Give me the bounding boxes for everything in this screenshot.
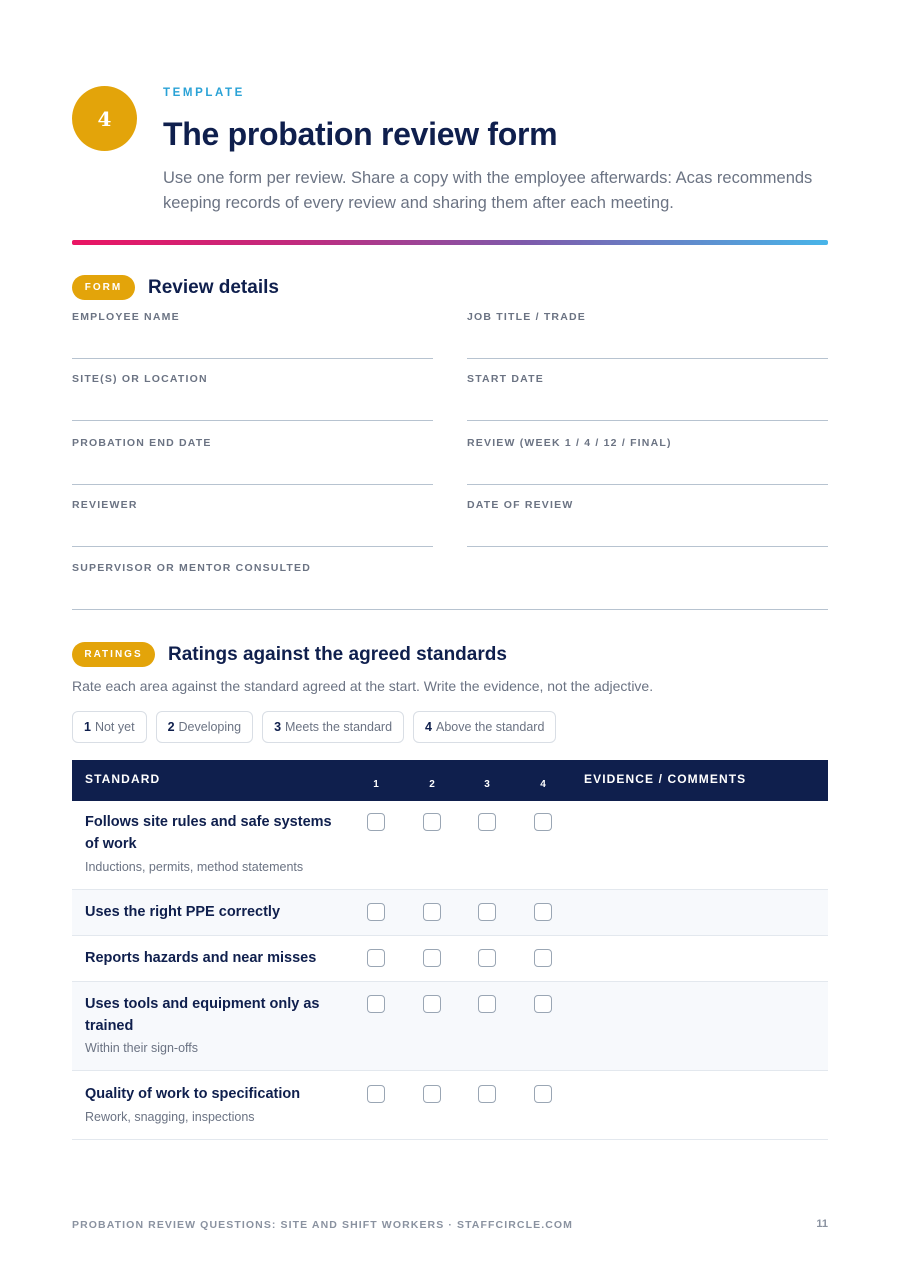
score-1-checkbox[interactable]	[367, 995, 385, 1013]
ratings-intro-text: Rate each area against the standard agreed at the start. Write the evidence, not the adjective.	[72, 678, 654, 694]
step-number-badge: 4	[72, 86, 137, 151]
standard-title: Follows site rules and safe systems of work	[85, 814, 332, 852]
field-label: REVIEWER	[72, 499, 138, 511]
page-number: 11	[816, 1218, 828, 1230]
eyebrow-label: TEMPLATE	[163, 87, 245, 99]
score-2-checkbox[interactable]	[423, 949, 441, 967]
score-column-header: 4	[540, 779, 546, 790]
form-pill: FORM	[72, 275, 135, 300]
field-label: JOB TITLE / TRADE	[467, 311, 586, 323]
job-title-field[interactable]	[467, 311, 828, 359]
legend-number: 1	[84, 720, 91, 734]
table-row	[72, 1071, 828, 1140]
score-2-checkbox[interactable]	[423, 995, 441, 1013]
section-title: Ratings against the agreed standards	[168, 643, 507, 665]
score-4-checkbox[interactable]	[534, 1085, 552, 1103]
score-2-checkbox[interactable]	[423, 1085, 441, 1103]
standard-title: Uses the right PPE correctly	[85, 904, 281, 920]
legend-chip	[262, 711, 404, 743]
score-2-checkbox[interactable]	[423, 903, 441, 921]
field-label: REVIEW (WEEK 1 / 4 / 12 / FINAL)	[467, 437, 672, 449]
standard-hint: Within their sign-offs	[85, 1041, 199, 1055]
field-label: EMPLOYEE NAME	[72, 311, 180, 323]
field-label: DATE OF REVIEW	[467, 499, 574, 511]
section-title: Review details	[148, 276, 279, 298]
legend-label: Developing	[178, 720, 242, 734]
field-label: SUPERVISOR OR MENTOR CONSULTED	[72, 562, 312, 574]
score-4-checkbox[interactable]	[534, 995, 552, 1013]
field-label: START DATE	[467, 373, 544, 385]
standard-hint: Inductions, permits, method statements	[85, 860, 304, 874]
standard-column-header: STANDARD	[85, 772, 161, 786]
footer-text: PROBATION REVIEW QUESTIONS: SITE AND SHIFT WORKERS · STAFFCIRCLE.COM	[72, 1219, 574, 1231]
score-4-checkbox[interactable]	[534, 949, 552, 967]
score-3-checkbox[interactable]	[478, 949, 496, 967]
legend-label: Not yet	[94, 720, 135, 734]
legend-label: Meets the standard	[285, 720, 393, 734]
score-column-header: 1	[373, 779, 379, 790]
reviewer-field[interactable]	[72, 499, 433, 547]
score-3-checkbox[interactable]	[478, 1085, 496, 1103]
legend-number: 3	[274, 720, 282, 734]
table-row	[72, 982, 828, 1071]
review-week-field[interactable]	[467, 437, 828, 485]
field-label: SITE(S) OR LOCATION	[72, 373, 208, 385]
table-row	[72, 801, 828, 890]
ratings-pill: RATINGS	[72, 642, 155, 667]
standard-title: Quality of work to specification	[85, 1086, 301, 1102]
field-label: PROBATION END DATE	[72, 437, 212, 449]
score-column-header: 3	[484, 779, 490, 790]
table-row	[72, 936, 828, 982]
legend-chip	[72, 711, 147, 743]
review-details-heading	[72, 275, 279, 300]
ratings-table-header	[72, 760, 828, 801]
legend-chip	[413, 711, 556, 743]
standard-title: Uses tools and equipment only as trained	[85, 996, 320, 1034]
standard-hint: Rework, snagging, inspections	[85, 1110, 255, 1124]
legend-number: 4	[425, 720, 432, 734]
score-3-checkbox[interactable]	[478, 813, 496, 831]
score-column-header: 2	[429, 779, 435, 790]
probation-end-date-field[interactable]	[72, 437, 433, 485]
legend-number: 2	[167, 720, 175, 734]
score-4-checkbox[interactable]	[534, 903, 552, 921]
score-1-checkbox[interactable]	[367, 1085, 385, 1103]
ratings-heading	[72, 642, 507, 667]
site-location-field[interactable]	[72, 373, 433, 421]
standard-title: Reports hazards and near misses	[85, 950, 317, 966]
score-3-checkbox[interactable]	[478, 903, 496, 921]
score-1-checkbox[interactable]	[367, 949, 385, 967]
score-1-checkbox[interactable]	[367, 903, 385, 921]
table-row	[72, 890, 828, 936]
score-3-checkbox[interactable]	[478, 995, 496, 1013]
score-1-checkbox[interactable]	[367, 813, 385, 831]
intro-text: Use one form per review. Share a copy with the employee afterwards: Acas recommends keeping records of every review and sharing them after each meeting.	[163, 169, 813, 212]
score-2-checkbox[interactable]	[423, 813, 441, 831]
date-of-review-field[interactable]	[467, 499, 828, 547]
legend-chip	[156, 711, 254, 743]
rating-scale-legend	[72, 711, 556, 743]
score-4-checkbox[interactable]	[534, 813, 552, 831]
page-title: The probation review form	[163, 116, 558, 152]
start-date-field[interactable]	[467, 373, 828, 421]
evidence-column-header: EVIDENCE / COMMENTS	[584, 772, 747, 786]
legend-label: Above the standard	[435, 720, 545, 734]
employee-name-field[interactable]	[72, 311, 433, 359]
gradient-divider	[72, 240, 828, 245]
supervisor-mentor-field[interactable]	[72, 562, 828, 610]
